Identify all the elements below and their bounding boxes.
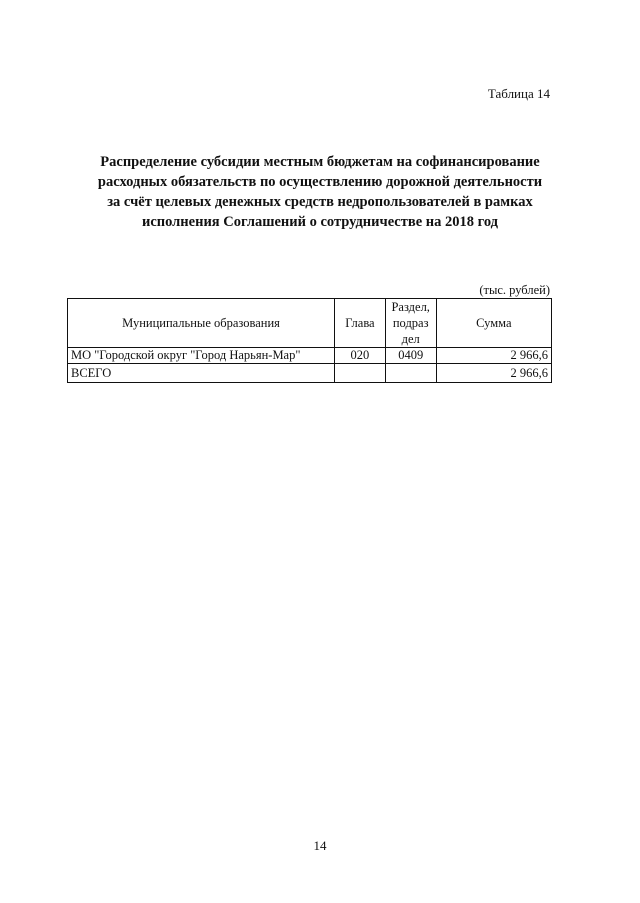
razdel-header-line-2: подраз [392,316,429,330]
title-line-4: исполнения Соглашений о сотрудничестве на 2018 год [141,214,499,230]
cell-glava: 020 [335,348,386,364]
table-body [68,348,552,383]
title-line-1: Распределение субсидии местным бюджетам на софинансирование [100,154,540,170]
razdel-header-line-3: дел [401,332,420,346]
total-razdel [385,364,436,383]
table-number: Таблица 14 [487,86,550,101]
table-row [68,348,552,364]
cell-municipality: МО "Городской округ "Город Нарьян-Мар" [68,348,335,364]
budget-table [67,298,552,383]
cell-razdel: 0409 [385,348,436,364]
table-header [68,299,552,348]
razdel-header-line-1: Раздел, [391,300,430,314]
page-number: 14 [313,838,327,853]
header-row [68,299,552,348]
column-header-glava: Глава [335,299,386,348]
total-label: ВСЕГО [68,364,335,383]
units-label: (тыс. рублей) [479,283,550,297]
total-row [68,364,552,383]
title-line-3: за счёт целевых денежных средств недропользователей в рамках [107,194,533,210]
column-header-razdel [385,299,436,348]
total-glava [335,364,386,383]
column-header-sum: Сумма [436,299,551,348]
title-line-2: расходных обязательств по осуществлению дорожной деятельности [97,174,543,190]
document-title [60,152,580,232]
cell-sum: 2 966,6 [436,348,551,364]
total-sum: 2 966,6 [436,364,551,383]
column-header-name: Муниципальные образования [68,299,335,348]
